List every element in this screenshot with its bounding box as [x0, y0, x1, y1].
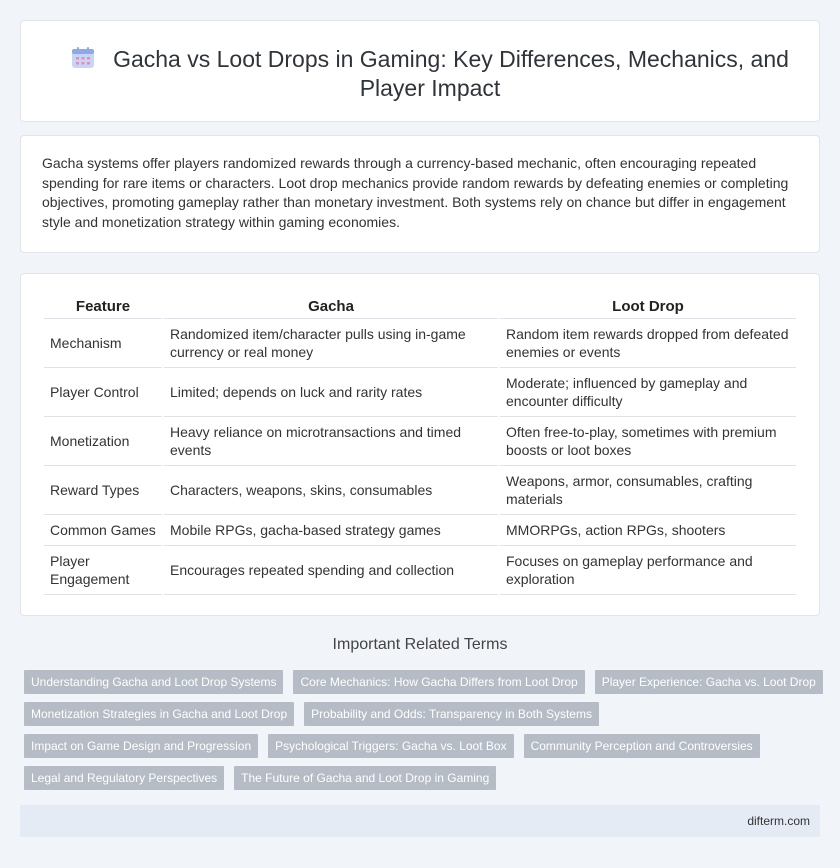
page-title-text: Gacha vs Loot Drops in Gaming: Key Differences, Mechanics, and Player Impact [113, 46, 789, 101]
table-cell: Weapons, armor, consumables, crafting materials [500, 466, 796, 515]
table-cell: Randomized item/character pulls using in-game currency or real money [164, 319, 498, 368]
header-feature: Feature [44, 297, 162, 319]
header-card [20, 20, 820, 122]
comparison-table-card [20, 273, 820, 616]
table-row [44, 417, 796, 466]
related-term-link[interactable]: Legal and Regulatory Perspectives [24, 766, 224, 790]
tag-row [24, 702, 824, 734]
table-header-row [44, 297, 796, 319]
related-term-link[interactable]: Player Experience: Gacha vs. Loot Drop [595, 670, 823, 694]
table-cell: Limited; depends on luck and rarity rates [164, 368, 498, 417]
table-cell: Random item rewards dropped from defeated enemies or events [500, 319, 796, 368]
table-cell: Focuses on gameplay performance and exploration [500, 546, 796, 595]
tag-row [24, 670, 824, 702]
intro-paragraph: Gacha systems offer players randomized rewards through a currency-based mechanic, often encouraging repeated spending for rare items or characters. Loot drop mechanics provide random rewards by defeating enemies or completing objectives, promoting gameplay rather than monetary investment. Both systems rely on chance but differ in engagement style and monetization strategy within gaming economies. [42, 155, 789, 230]
table-cell: Characters, weapons, skins, consumables [164, 466, 498, 515]
tag-row [24, 734, 824, 766]
table-row [44, 368, 796, 417]
table-row [44, 515, 796, 546]
footer-site-name: difterm.com [747, 814, 810, 828]
related-terms-title: Important Related Terms [332, 636, 508, 653]
related-term-link[interactable]: Monetization Strategies in Gacha and Loot Drop [24, 702, 294, 726]
comparison-table [42, 297, 798, 595]
related-term-link[interactable]: Impact on Game Design and Progression [24, 734, 258, 758]
page-title [61, 45, 799, 103]
table-cell: Often free-to-play, sometimes with premium boosts or loot boxes [500, 417, 796, 466]
related-term-link[interactable]: The Future of Gacha and Loot Drop in Gaming [234, 766, 496, 790]
calendar-icon [71, 47, 95, 69]
table-cell: Heavy reliance on microtransactions and timed events [164, 417, 498, 466]
intro-card [20, 135, 820, 253]
footer [20, 805, 820, 837]
table-cell: Player Control [44, 368, 162, 417]
table-cell: Reward Types [44, 466, 162, 515]
table-cell: Player Engagement [44, 546, 162, 595]
table-cell: Mobile RPGs, gacha-based strategy games [164, 515, 498, 546]
table-row [44, 319, 796, 368]
related-terms-list [24, 670, 824, 798]
related-term-link[interactable]: Probability and Odds: Transparency in Both Systems [304, 702, 599, 726]
table-row [44, 546, 796, 595]
related-term-link[interactable]: Core Mechanics: How Gacha Differs from Loot Drop [293, 670, 584, 694]
related-term-link[interactable]: Psychological Triggers: Gacha vs. Loot Box [268, 734, 513, 758]
header-loot-drop: Loot Drop [500, 297, 796, 319]
table-cell: MMORPGs, action RPGs, shooters [500, 515, 796, 546]
table-cell: Common Games [44, 515, 162, 546]
table-cell: Monetization [44, 417, 162, 466]
table-cell: Encourages repeated spending and collection [164, 546, 498, 595]
table-cell: Moderate; influenced by gameplay and encounter difficulty [500, 368, 796, 417]
table-cell: Mechanism [44, 319, 162, 368]
tag-row [24, 766, 824, 798]
table-row [44, 466, 796, 515]
related-term-link[interactable]: Understanding Gacha and Loot Drop Systems [24, 670, 283, 694]
related-term-link[interactable]: Community Perception and Controversies [524, 734, 760, 758]
header-gacha: Gacha [164, 297, 498, 319]
